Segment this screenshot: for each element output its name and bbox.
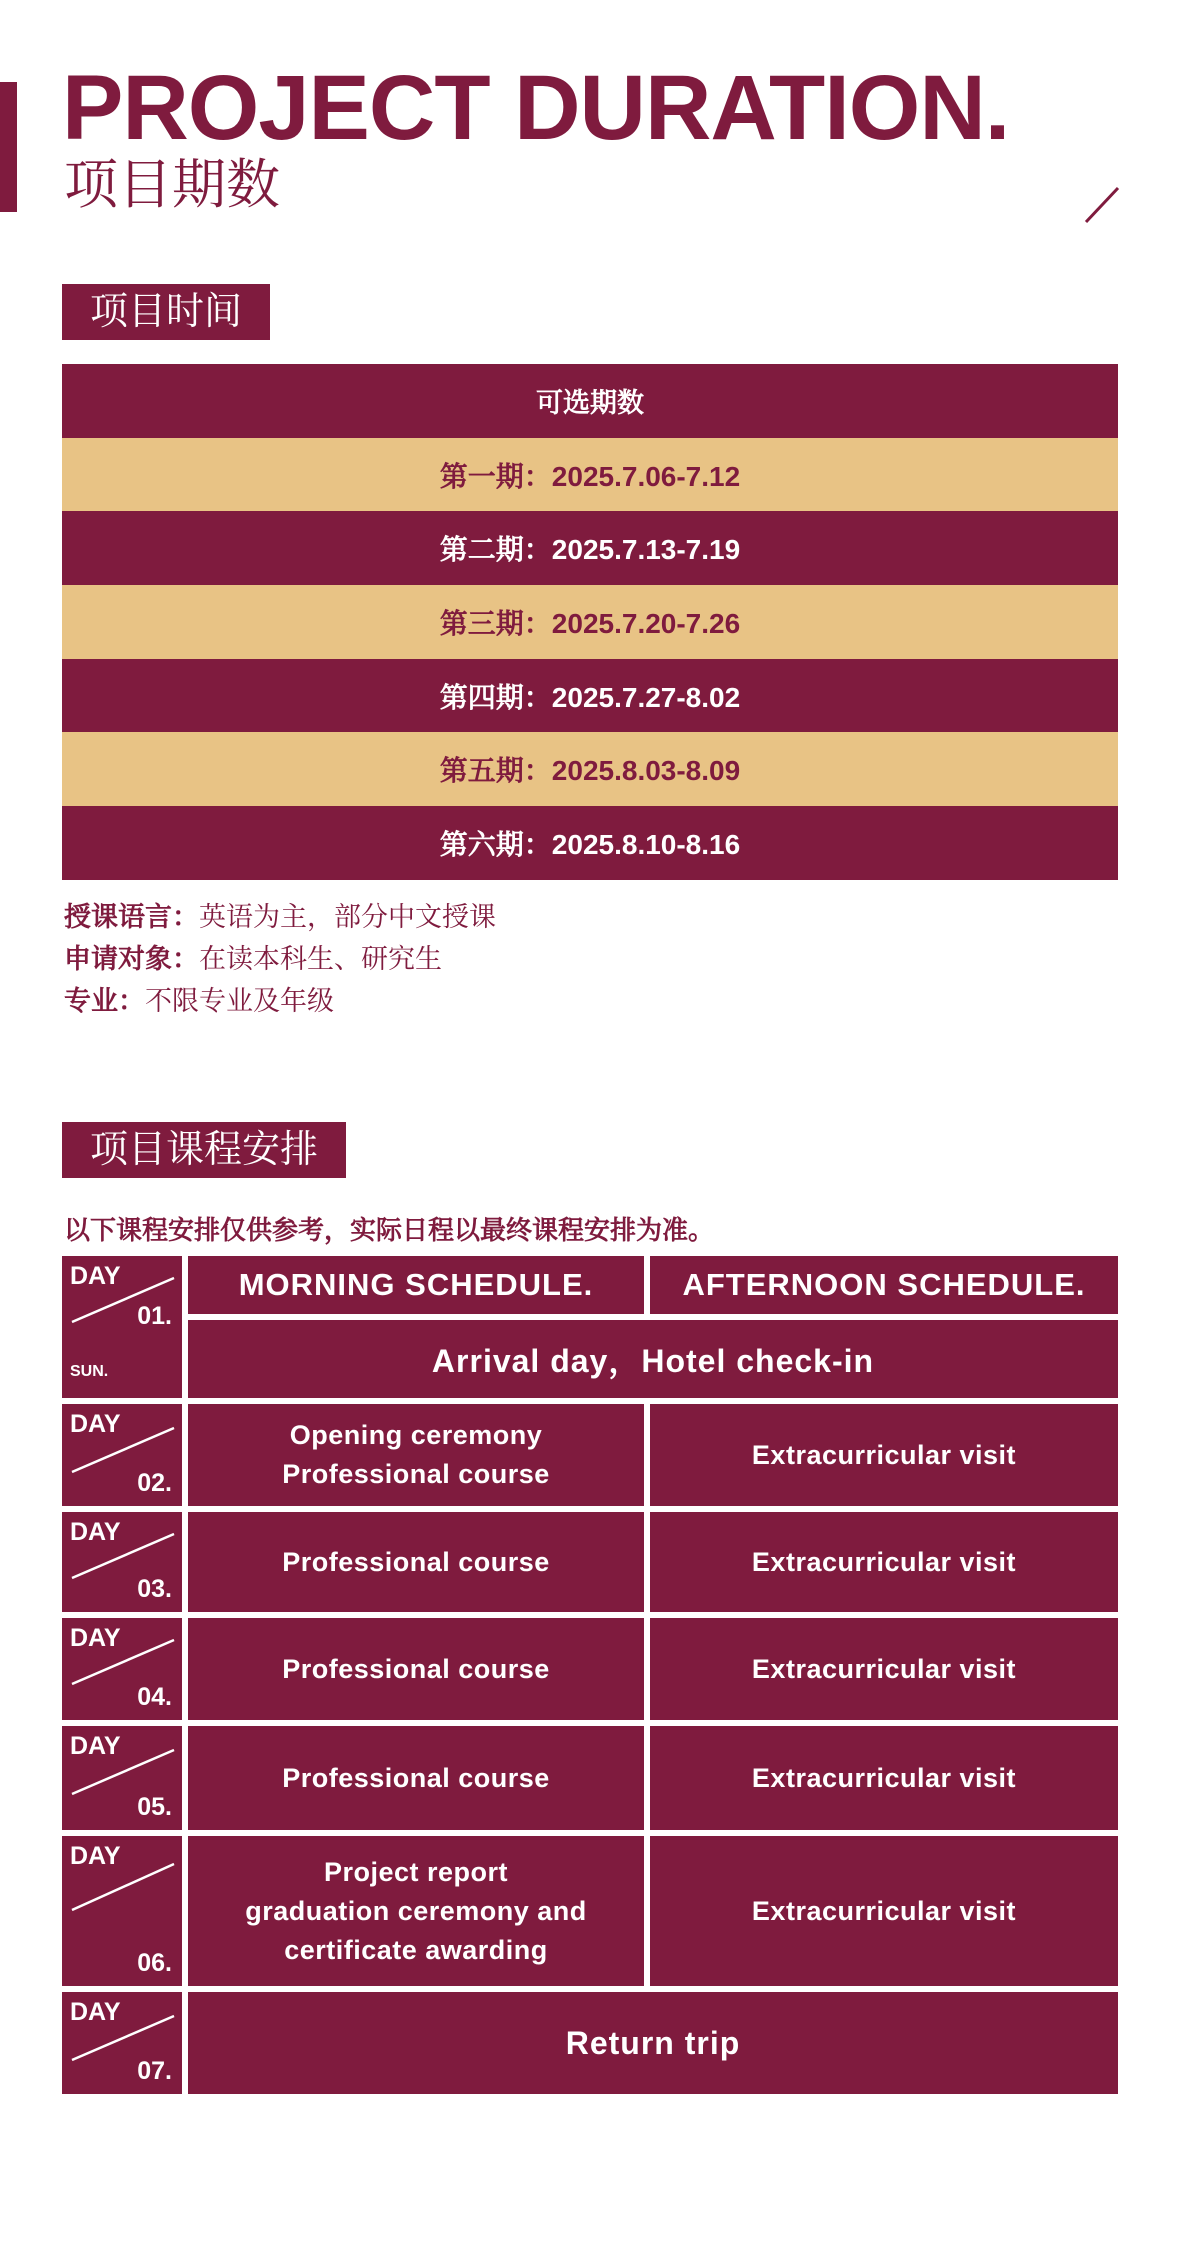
day-cell (62, 1618, 182, 1720)
period-row: 第一期：2025.7.06-7.12 (62, 438, 1118, 512)
info-major (64, 980, 496, 1022)
schedule-line: graduation ceremony and (245, 1895, 587, 1926)
day-number: 02. (137, 1469, 172, 1497)
schedule-morning: Professional course (188, 1618, 644, 1720)
program-info (64, 896, 496, 1022)
page-title-zh: 项目期数 (64, 155, 280, 215)
periods-header: 可选期数 (62, 364, 1118, 438)
info-value: 在读本科生、研究生 (199, 944, 442, 974)
period-row: 第六期：2025.8.10-8.16 (62, 806, 1118, 880)
schedule-afternoon: Extracurricular visit (650, 1512, 1118, 1612)
info-value: 英语为主，部分中文授课 (199, 902, 496, 932)
info-language (64, 896, 496, 938)
left-accent-bar (0, 82, 17, 212)
day-label: DAY (70, 1410, 121, 1438)
day-label: DAY (70, 1262, 121, 1290)
period-row: 第五期：2025.8.03-8.09 (62, 732, 1118, 806)
day-number: 07. (137, 2057, 172, 2085)
info-value: 不限专业及年级 (145, 986, 334, 1016)
info-label: 申请对象： (64, 944, 199, 974)
day-label: DAY (70, 1518, 121, 1546)
schedule-line: Project report (323, 1856, 509, 1887)
day-cell (62, 1512, 182, 1612)
schedule-morning: Professional course (188, 1726, 644, 1830)
schedule-morning (188, 1404, 644, 1506)
info-label: 专业： (64, 986, 145, 1016)
schedule-morning: Professional course (188, 1512, 644, 1612)
section-tag-course-schedule: 项目课程安排 (62, 1122, 346, 1178)
schedule-line: Professional course (282, 1459, 550, 1489)
schedule-line: certificate awarding (284, 1934, 548, 1965)
afternoon-schedule-header: AFTERNOON SCHEDULE. (650, 1256, 1118, 1314)
schedule-afternoon: Extracurricular visit (650, 1404, 1118, 1506)
day-cell (62, 1256, 182, 1398)
day-cell (62, 1404, 182, 1506)
day-label: DAY (70, 1998, 121, 2026)
morning-schedule-header: MORNING SCHEDULE. (188, 1256, 644, 1314)
schedule-morning (188, 1836, 644, 1986)
day-cell (62, 1726, 182, 1830)
day-label: DAY (70, 1624, 121, 1652)
day-cell (62, 1992, 182, 2094)
info-label: 授课语言： (64, 902, 199, 932)
day-weekday: SUN. (70, 1363, 109, 1380)
schedule-full-day: Arrival day，Hotel check-in (188, 1320, 1118, 1398)
day-number: 06. (137, 1949, 172, 1977)
page-title-en: PROJECT DURATION. (62, 57, 1010, 159)
period-row: 第三期：2025.7.20-7.26 (62, 585, 1118, 659)
schedule-afternoon: Extracurricular visit (650, 1618, 1118, 1720)
slash-decoration-icon (1084, 184, 1120, 224)
day-label: DAY (70, 1842, 121, 1870)
schedule-line: Opening ceremony (289, 1420, 543, 1450)
period-row: 第二期：2025.7.13-7.19 (62, 511, 1118, 585)
info-target (64, 938, 496, 980)
day-number: 01. (137, 1302, 172, 1330)
schedule-afternoon: Extracurricular visit (650, 1726, 1118, 1830)
day-number: 03. (137, 1575, 172, 1603)
schedule-note: 以下课程安排仅供参考，实际日程以最终课程安排为准。 (64, 1215, 715, 1245)
section-tag-project-time: 项目时间 (62, 284, 270, 340)
schedule-full-day: Return trip (188, 1992, 1118, 2094)
day-label: DAY (70, 1732, 121, 1760)
day-number: 05. (137, 1793, 172, 1821)
periods-table (62, 364, 1118, 880)
schedule-afternoon: Extracurricular visit (650, 1836, 1118, 1986)
day-cell (62, 1836, 182, 1986)
period-row: 第四期：2025.7.27-8.02 (62, 659, 1118, 733)
day-number: 04. (137, 1683, 172, 1711)
